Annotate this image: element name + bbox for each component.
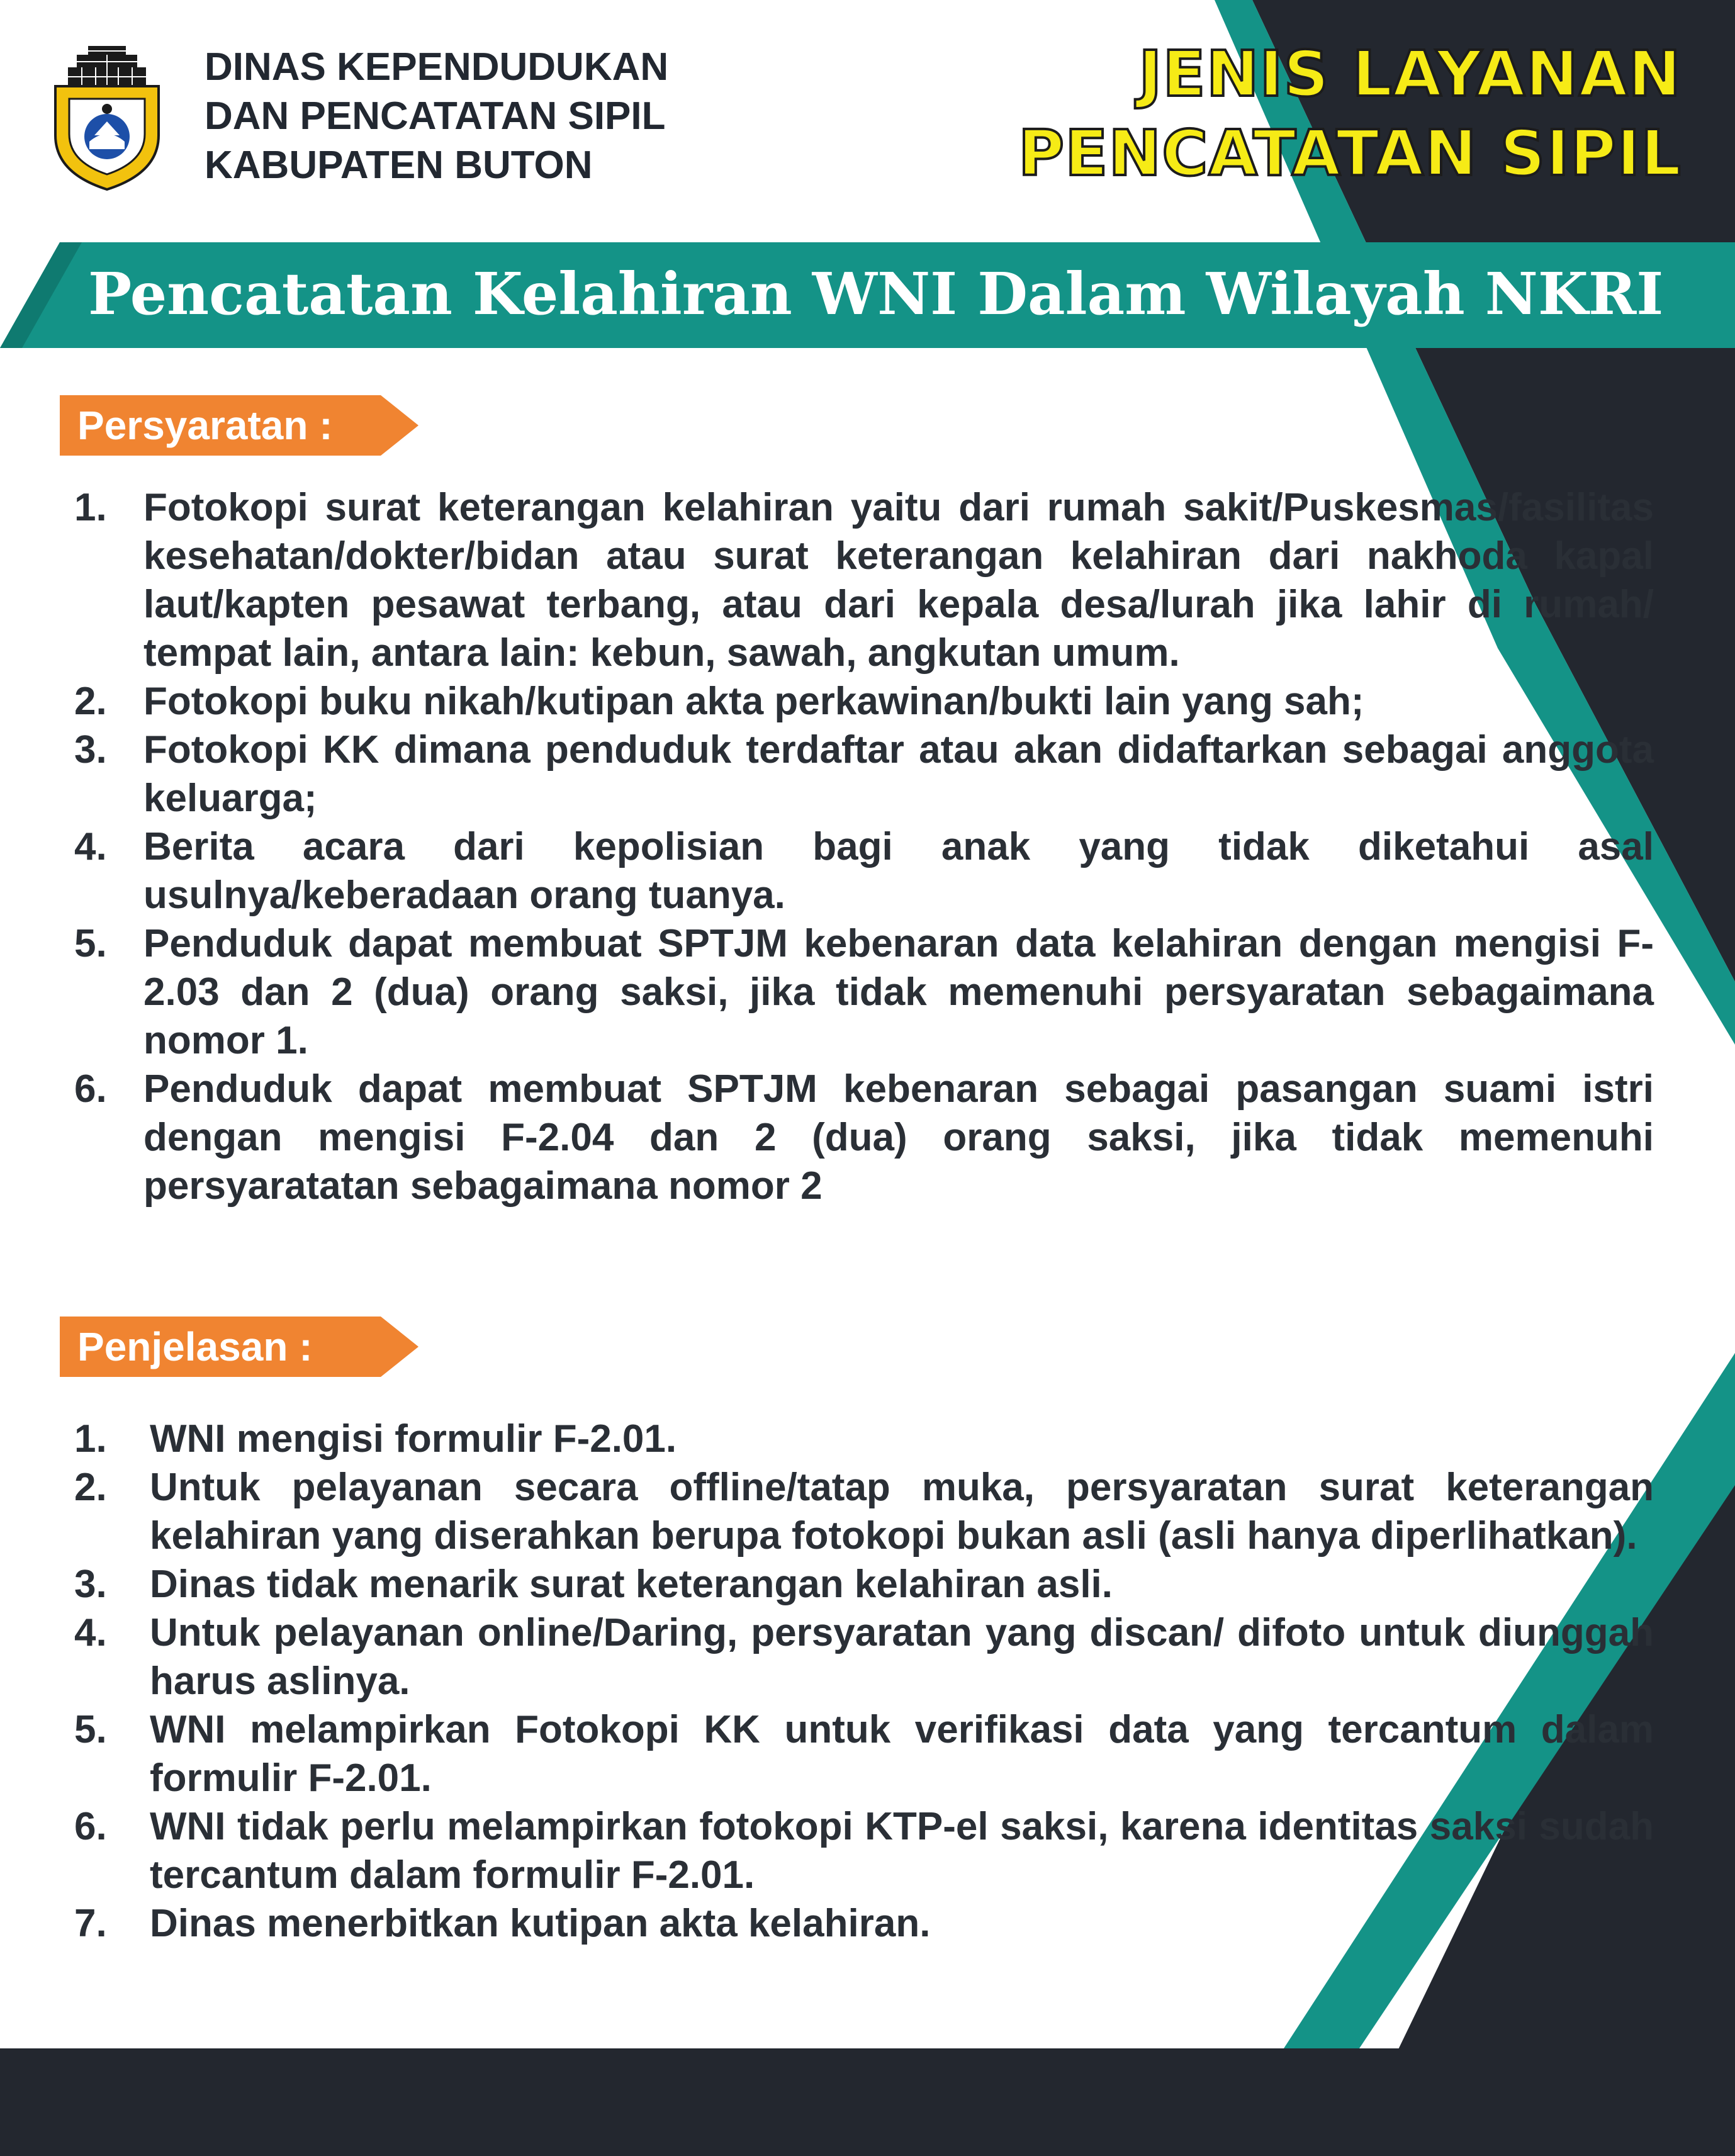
main-title: Pencatatan Kelahiran WNI Dalam Wilayah NKRI	[88, 260, 1664, 328]
list-item	[74, 1705, 1654, 1802]
list-item	[74, 1899, 1654, 1948]
item-number: 4.	[74, 825, 107, 868]
office-line-2: DAN PENCATATAN SIPIL	[205, 94, 666, 138]
list-item	[74, 483, 1654, 677]
service-title-line-2: PENCATATAN SIPIL	[1018, 116, 1682, 190]
office-line-1: DINAS KEPENDUDUKAN	[205, 45, 669, 89]
item-text: Penduduk dapat membuat SPTJM kebenaran sebagai pasangan suami istri dengan mengisi F-2.04 dan 2 (dua) orang saksi, jika tidak memenuhi persyaratatan sebagaimana nomor 2	[143, 1067, 1654, 1208]
list-item	[74, 677, 1654, 726]
list-item	[74, 823, 1654, 919]
item-text: Dinas tidak menarik surat keterangan kelahiran asli.	[150, 1563, 1113, 1606]
requirements-list	[74, 483, 1654, 1210]
list-item	[74, 1463, 1654, 1560]
item-text: Penduduk dapat membuat SPTJM kebenaran data kelahiran dengan mengisi F-2.03 dan 2 (dua) orang saksi, jika tidak memenuhi persyaratan sebagaimana nomor 1.	[143, 922, 1654, 1062]
item-number: 1.	[74, 486, 107, 529]
office-name	[205, 43, 668, 190]
item-text: Fotokopi KK dimana penduduk terdaftar atau akan didaftarkan sebagai anggota keluarga;	[143, 728, 1654, 820]
item-number: 2.	[74, 680, 107, 723]
requirements-label: Persyaratan :	[77, 403, 333, 448]
service-title	[1018, 35, 1682, 193]
list-item	[74, 726, 1654, 823]
list-item	[74, 1609, 1654, 1705]
service-title-line-1: JENIS LAYANAN	[1138, 37, 1682, 111]
item-text: Berita acara dari kepolisian bagi anak yang tidak diketahui asal usulnya/keberadaan orang tuanya.	[143, 825, 1654, 917]
explanation-list	[74, 1415, 1654, 1948]
item-number: 7.	[74, 1902, 107, 1945]
item-number: 6.	[74, 1067, 107, 1111]
requirements-label-tag	[60, 395, 418, 456]
item-text: WNI mengisi formulir F-2.01.	[150, 1417, 677, 1461]
item-text: Untuk pelayanan online/Daring, persyaratan yang discan/ difoto untuk diunggah harus aslinya.	[150, 1611, 1654, 1703]
item-number: 3.	[74, 728, 107, 772]
item-text: Untuk pelayanan secara offline/tatap muka, persyaratan surat keterangan kelahiran yang diserahkan berupa fotokopi bukan asli (asli hanya diperlihatkan).	[150, 1466, 1654, 1558]
office-line-3: KABUPATEN BUTON	[205, 143, 593, 187]
item-text: Fotokopi surat keterangan kelahiran yaitu dari rumah sakit/Puskesmas/fasilitas kesehatan/dokter/bidan atau surat keterangan kelahiran dari nakhoda kapal laut/kapten pesawat terbang, atau dari kepala desa/lurah jika lahir di rumah/ tempat lain, antara lain: kebun, sawah, angkutan umum.	[143, 486, 1654, 675]
item-number: 6.	[74, 1805, 107, 1848]
regency-logo	[44, 41, 170, 192]
item-number: 1.	[74, 1417, 107, 1461]
explanation-label-tag	[60, 1317, 418, 1377]
header	[44, 35, 668, 198]
list-item	[74, 1065, 1654, 1210]
item-text: Fotokopi buku nikah/kutipan akta perkawinan/bukti lain yang sah;	[143, 680, 1364, 723]
item-text: WNI melampirkan Fotokopi KK untuk verifikasi data yang tercantum dalam formulir F-2.01.	[150, 1708, 1654, 1800]
item-number: 4.	[74, 1611, 107, 1654]
list-item	[74, 1415, 1654, 1463]
item-text: Dinas menerbitkan kutipan akta kelahiran.	[150, 1902, 931, 1945]
list-item	[74, 1560, 1654, 1609]
item-number: 2.	[74, 1466, 107, 1509]
explanation-label: Penjelasan :	[77, 1324, 313, 1369]
item-number: 5.	[74, 1708, 107, 1751]
list-item	[74, 1802, 1654, 1899]
item-text: WNI tidak perlu melampirkan fotokopi KTP-el saksi, karena identitas saksi sudah tercantum dalam formulir F-2.01.	[150, 1805, 1654, 1897]
item-number: 5.	[74, 922, 107, 965]
item-number: 3.	[74, 1563, 107, 1606]
list-item	[74, 919, 1654, 1065]
bottom-band	[0, 2048, 1735, 2156]
